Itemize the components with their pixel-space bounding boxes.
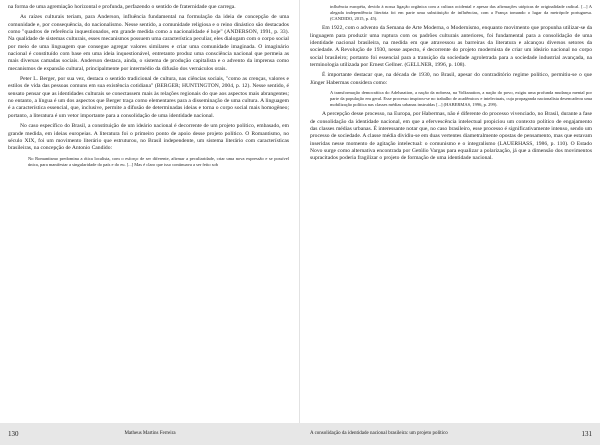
block-quote: No Romantismo predomina a ótica localista, com o esforço de ser diferente, afirmar a peculiaridade, criar uma nova expressão e se possível única, para manifestar a singularidade do país e do eu. [...] Mas é claro que isso continuava a ser feito sob: [28, 155, 289, 167]
footer-right: [300, 423, 600, 445]
paragraph: na forma de uma agremiação horizontal e profunda, perfazendo o sentido de fraternidade que carrega.: [8, 4, 236, 10]
paragraph: Em 1922, com o advento da Semana de Arte Moderna, o Modernismo, enquanto movimento que propunha utilizar-se da linguagem para produzir uma ruptura com os padrões culturais anteriores, foi fundamental para a consolidação de uma identidade nacional brasileira, na medida em que atravessou as barreiras da literatura e alcançou diversos setores da sociedade. A Revolução de 1930, nesse aspecto, é decorrente do projeto modernista de criar um ideário nacional no corpo social brasileiro; portanto foi essencial para a transição da sociedade agroletrada para a sociedade industrial avançada, na terminologia utilizada por Ernest Gellner. (GELLNER, 1996, p. 108).: [310, 25, 592, 68]
page-number-right: 131: [581, 430, 592, 438]
footer-left: [0, 423, 300, 445]
page-number-left: 130: [8, 430, 19, 438]
block-quote: A transformação democrática do Adelsnation, a nação da nobreza, na Volksnation, a nação do povo, exigiu uma profunda mudança mental por parte da população em geral. Esse processo inspirou-se no trabalho de acadêmicos e intelectuais, cuja propaganda nacionalista desencadeou uma mobilização política nas classes médias urbanas instruídas [...] (HABERMAS, 1996, p. 299).: [330, 90, 592, 108]
right-page: [300, 0, 600, 445]
footer-book-title: A consolidação da identidade nacional brasileira: um projeto político: [310, 431, 448, 436]
paragraph: É importante destacar que, na década de 1930, no Brasil, apesar do contraditório regime político, permitiu-se o que Jünger Habermas considera como:: [310, 72, 592, 86]
footer-author: Matheus Martins Ferreira: [124, 431, 176, 436]
paragraph: Peter L. Berger, por sua vez, destaca o sentido tradicional de cultura, nas ciências sociais, "como as crenças, valores e estilos de vida das pessoas comuns em sua existência cotidiana" (BERGER; HUNTINGTON, 2004, p. 12). Nesse sentido, é sensato pensar que as identidades culturais se conectassem mais às relações regionais do que aos aspectos mais abrangentes; no entanto, a língua é um dos aspectos que Berger traça como elementares para a disseminação de uma cultura. A linguagem é a característica essencial, que, inclusive, permite a difusão de determinadas ideias e torna o corpo social mais homogêneo; portanto, a literatura é um vetor importante para a consolidação de uma identidade nacional.: [8, 76, 289, 119]
paragraph: No caso específico do Brasil, a constituição de um ideário nacional é decorrente de um projeto político, embasado, em grande medida, em ideias europeias. A literatura foi o primeiro ponto de apoio desse projeto político. O Romantismo, no século XIX, foi um movimento literário que estruturou, no Brasil independente, um sistema literário com características brasileiras, na concepção de Antonio Candido:: [8, 123, 289, 152]
page-footer: [0, 423, 600, 445]
paragraph: As raízes culturais teriam, para Anderson, influência fundamental na formulação da ideia de concepção de uma comunidade e, por consequência, do nacionalismo. Nesse sentido, a comunidade religiosa e o reino dinástico são destacados como "quadros de referência inquestionados, em grande medida como a nacionalidade é hoje" (ANDERSON, 1991, p. 33). Na qualidade de sistemas culturais, esses mecanismos possuem uma característica peculiar, eles dialogam com o corpo social por meio de uma linguagem que consegue agregar valores similares e criar uma comunidade imaginada. O imaginário nacional é constituído com base em uma ideia inquestionável, entretanto produz uma consciência nacional que permeia as mais diversas camadas sociais. Anderson destaca, ainda, o sistema de produção capitalista e o advento da imprensa como mecanismos de expansão cultural, principalmente por intermédio da difusão dos vernáculos orais.: [8, 14, 289, 72]
block-quote: influência européia, devido à nossa ligação orgânica com a cultura ocidental e apesar das afirmações utópicas de originalidade radical. [...] A alegada independência literária foi em parte uma substituição de influências, com a França tomando o lugar da metrópole portuguesa. (CANDIDO, 2015, p. 45).: [330, 4, 592, 22]
paragraph: A percepção desse processo, na Europa, por Habermas, não é diferente do processo vivenciado, no Brasil, durante a fase de consolidação da identidade nacional, em que a efervescência intelectual propiciou um contexto político de engajamento das classes médias urbanas. É interessante notar que, no caso brasileiro, esse processo é significativamente intenso, sendo um processo de sociedade. A classe média dividiu-se em duas vertentes diametralmente opostas de pensamento, mas que estavam inseridas nesse momento de agitação intelectual: o comunismo e o integralismo (LAUERHASS, 1986, p. 110). O Estado Novo surge como alternativa encontrada por Getúlio Vargas para equalizar a polarização, já que a dimensão dos movimentos supracitados poderia fragilizar o projeto de formação de uma identidade nacional.: [310, 111, 592, 162]
